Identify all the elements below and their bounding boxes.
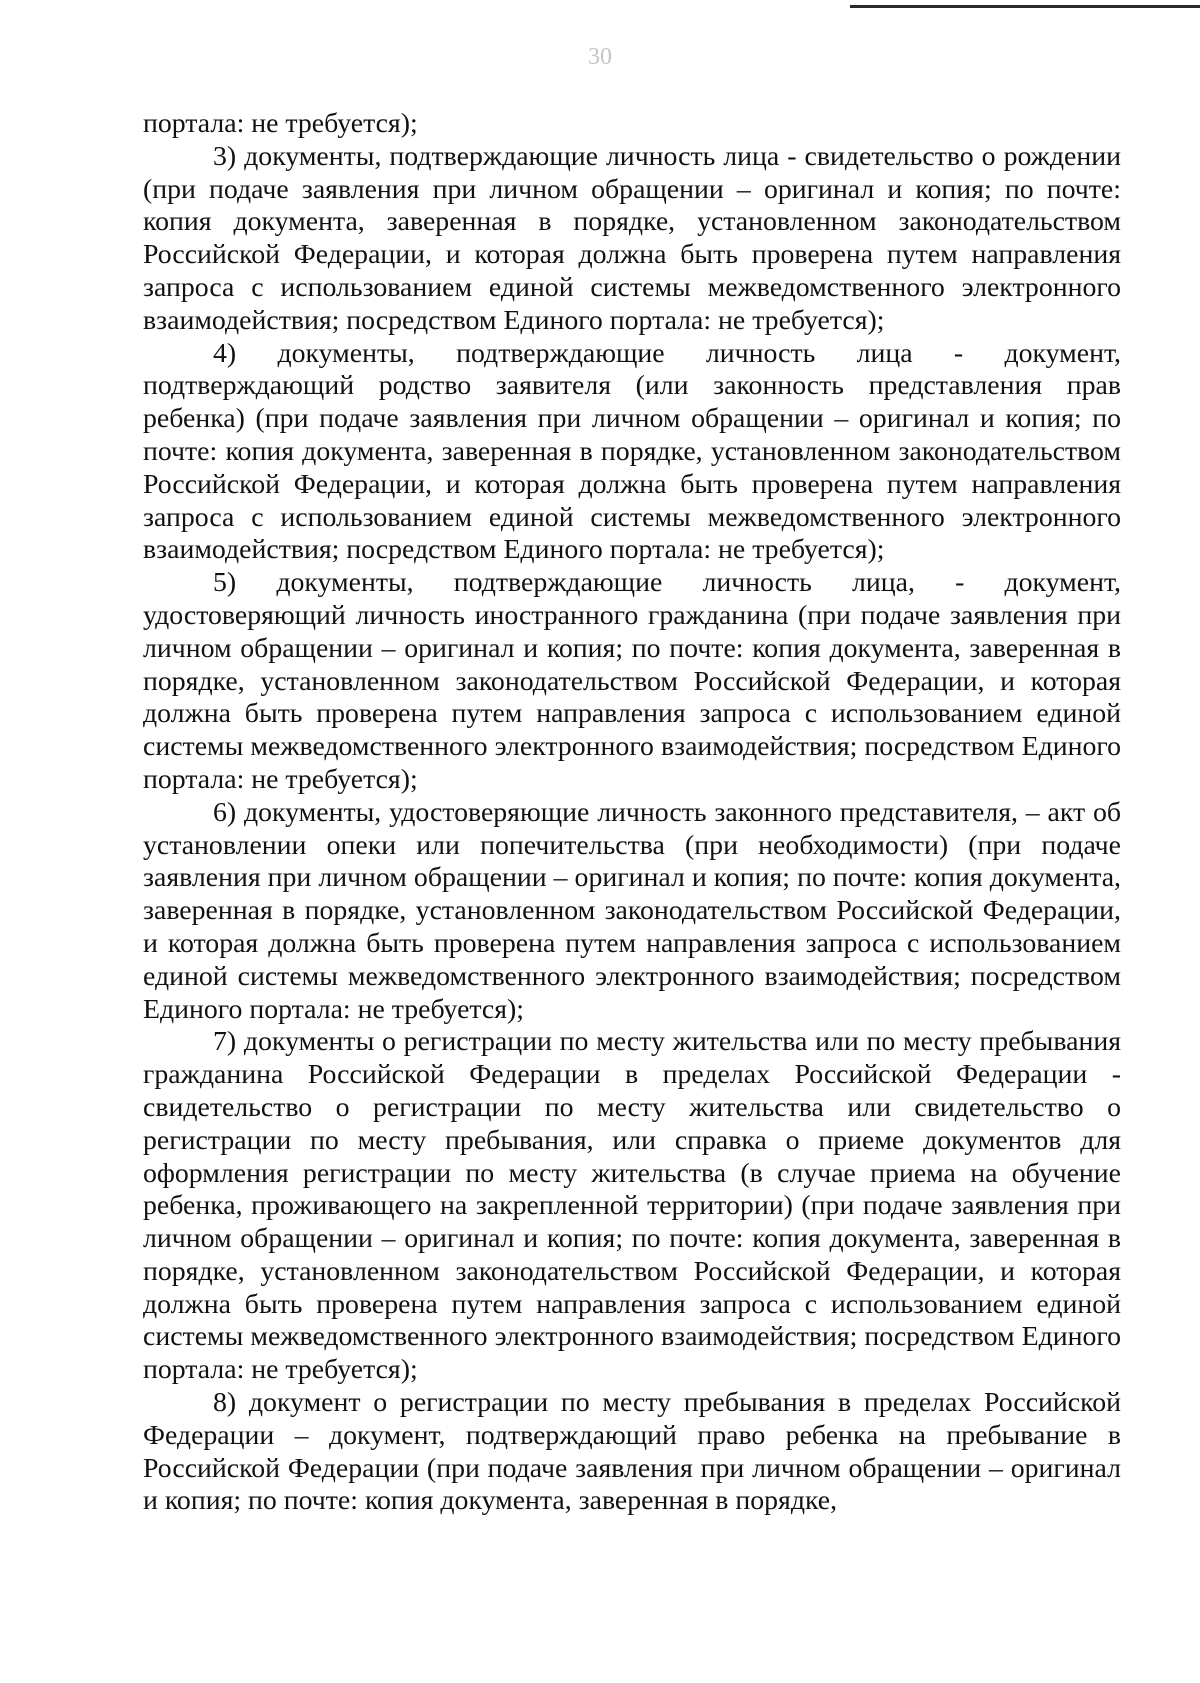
- paragraph-item-7: 7) документы о регистрации по месту жительства или по месту пребывания гражданина Российской Федерации в пределах Российской Федерации - свидетельство о регистрации по месту жительства или свидетельство о регистрации по месту пребывания, или справка о приеме документов для оформления регистрации по месту жительства (в случае приема на обучение ребенка, проживающего на закрепленной территории) (при подаче заявления при личном обращении – оригинал и копия; по почте: копия документа, заверенная в порядке, установленном законодательством Российской Федерации, и которая должна быть проверена путем направления запроса с использованием единой системы межведомственного электронного взаимодействия; посредством Единого портала: не требуется);: [143, 1026, 1121, 1386]
- paragraph-continuation: портала: не требуется);: [143, 108, 418, 139]
- top-border-line: [850, 5, 1200, 8]
- paragraph-item-8: 8) документ о регистрации по месту пребывания в пределах Российской Федерации – документ, подтверждающий право ребенка на пребывание в Российской Федерации (при подаче заявления при личном обращении – оригинал и копия; по почте: копия документа, заверенная в порядке,: [143, 1387, 1121, 1517]
- paragraph-item-4: 4) документы, подтверждающие личность лица - документ, подтверждающий родство заявителя (или законность представления прав ребенка) (при подаче заявления при личном обращении – оригинал и копия; по почте: копия документа, заверенная в порядке, установленном законодательством Российской Федерации, и которая должна быть проверена путем направления запроса с использованием единой системы межведомственного электронного взаимодействия; посредством Единого портала: не требуется);: [143, 337, 1121, 566]
- paragraph-item-6: 6) документы, удостоверяющие личность законного представителя, – акт об установлении опеки или попечительства (при необходимости) (при подаче заявления при личном обращении – оригинал и копия; по почте: копия документа, заверенная в порядке, установленном законодательством Российской Федерации, и которая должна быть проверена путем направления запроса с использованием единой системы межведомственного электронного взаимодействия; посредством Единого портала: не требуется);: [143, 796, 1121, 1025]
- paragraph-item-5: 5) документы, подтверждающие личность лица, - документ, удостоверяющий личность иностранного гражданина (при подаче заявления при личном обращении – оригинал и копия; по почте: копия документа, заверенная в порядке, установленном законодательством Российской Федерации, и которая должна быть проверена путем направления запроса с использованием единой системы межведомственного электронного взаимодействия; посредством Единого портала: не требуется);: [143, 567, 1121, 795]
- page-number: 30: [588, 44, 612, 70]
- document-body: [143, 108, 1121, 1518]
- paragraph-item-3: 3) документы, подтверждающие личность лица - свидетельство о рождении (при подаче заявления при личном обращении – оригинал и копия; по почте: копия документа, заверенная в порядке, установленном законодательством Российской Федерации, и которая должна быть проверена путем направления запроса с использованием единой системы межведомственного электронного взаимодействия; посредством Единого портала: не требуется);: [143, 140, 1121, 336]
